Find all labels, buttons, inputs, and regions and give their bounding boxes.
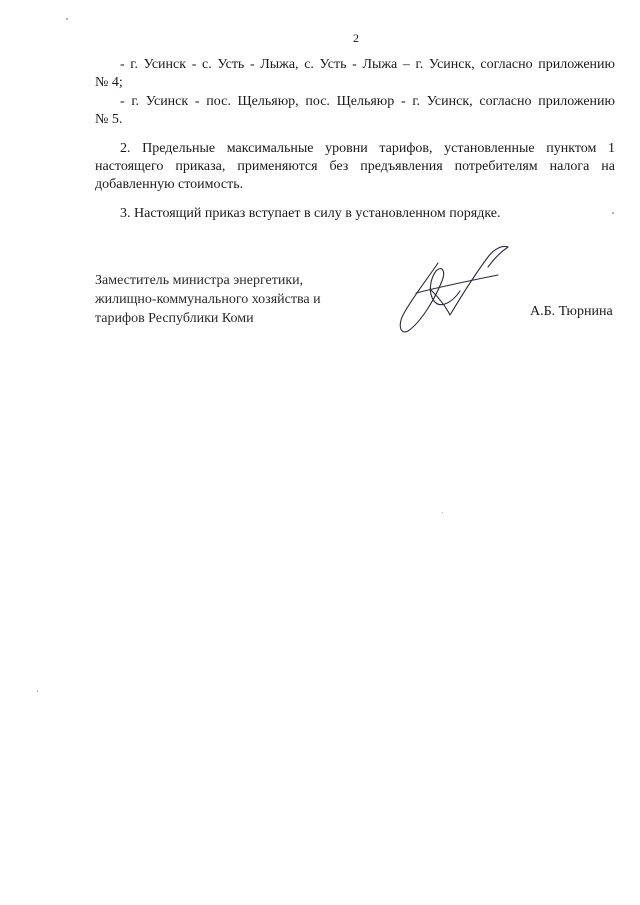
signer-name: А.Б. Тюрнина (530, 304, 613, 319)
scan-speck (37, 690, 38, 692)
list-item (95, 93, 615, 129)
signer-position (95, 271, 321, 328)
paragraph-3 (95, 205, 615, 223)
scan-speck (612, 212, 614, 214)
signer-position-line: тарифов Республики Коми (95, 311, 254, 326)
paragraph-2 (95, 140, 615, 194)
scan-speck (442, 512, 443, 513)
list-item-line: - г. Усинск - с. Усть - Лыжа, с. Усть - Лыжа – г. Усинск, согласно приложению (120, 57, 615, 72)
paragraph-line: 2. Предельные максимальные уровни тарифов, установленные пунктом 1 (120, 141, 615, 156)
page-number: 2 (353, 31, 359, 45)
list-item (95, 56, 615, 92)
list-item-line: № 5. (95, 112, 123, 127)
list-item-line: - г. Усинск - пос. Щельяюр, пос. Щельяюр - г. Усинск, согласно приложению (120, 94, 615, 109)
signer-position-line: Заместитель министра энергетики, (95, 273, 304, 288)
signer-position-line: жилищно-коммунального хозяйства и (95, 292, 321, 307)
scan-speck (66, 18, 68, 20)
paragraph-line: добавленную стоимость. (95, 177, 244, 192)
list-item-line: № 4; (95, 75, 123, 90)
handwritten-signature (390, 243, 525, 338)
paragraph-line: настоящего приказа, применяются без предъявления потребителям налога на (95, 159, 615, 174)
paragraph-line: 3. Настоящий приказ вступает в силу в установленном порядке. (120, 206, 501, 221)
